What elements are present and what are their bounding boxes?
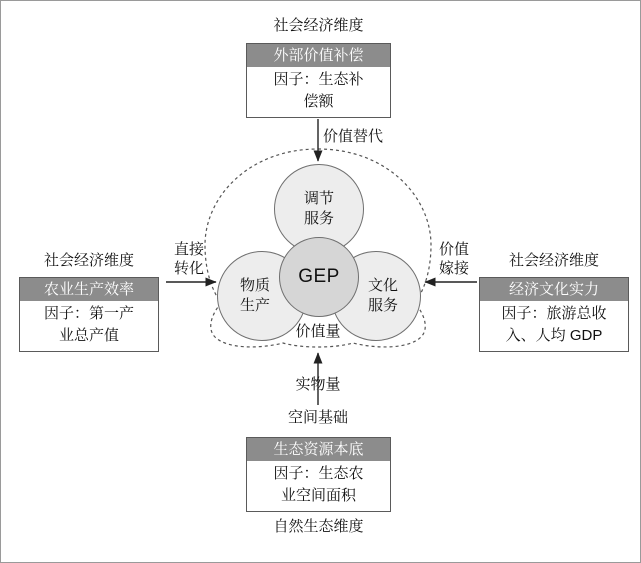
panel-bottom-header: 生态资源本底 [247, 438, 390, 461]
circle-right-line1: 文化 [367, 277, 398, 294]
panel-right-body-line2: 入、人均 GDP [505, 327, 603, 344]
edge-label-direct-conversion-line2: 转化 [173, 260, 204, 277]
edge-label-value-grafting [429, 240, 479, 278]
panel-top-body [247, 67, 390, 117]
panel-top-body-line1: 因子：生态补 [273, 71, 364, 88]
edge-label-value-substitution-text: 价值替代 [323, 128, 384, 145]
panel-left-body [20, 301, 158, 351]
label-value-amount-text: 价值量 [295, 323, 341, 340]
left-dimension-label [19, 250, 159, 271]
panel-left-body-line2: 业总产值 [58, 327, 119, 344]
panel-right-header: 经济文化实力 [480, 278, 628, 301]
edge-label-value-substitution [323, 127, 433, 146]
bottom-dimension-text: 自然生态维度 [273, 518, 364, 535]
top-dimension-label [206, 15, 431, 36]
panel-bottom-body-line1: 因子：生态农 [273, 465, 364, 482]
circle-regulating-service-label [304, 189, 334, 229]
panel-ecological-resource-base [246, 437, 391, 512]
circle-material-production-label [240, 276, 270, 316]
right-dimension-label [479, 250, 629, 271]
panel-external-value-compensation [246, 43, 391, 118]
circle-right-line2: 服务 [367, 297, 398, 314]
bottom-dimension-label [246, 516, 391, 537]
edge-label-direct-conversion [164, 240, 214, 278]
panel-right-body [480, 301, 628, 351]
circle-left-line2: 生产 [239, 297, 270, 314]
edge-label-direct-conversion-line1: 直接 [173, 241, 204, 258]
right-dimension-text: 社会经济维度 [508, 252, 599, 269]
panel-top-body-line2: 偿额 [303, 93, 334, 110]
label-physical-amount [268, 374, 368, 395]
label-spatial-base-text: 空间基础 [287, 409, 348, 426]
label-physical-amount-text: 实物量 [295, 376, 341, 393]
circle-gep-center [279, 237, 359, 317]
top-dimension-text: 社会经济维度 [273, 17, 364, 34]
left-dimension-text: 社会经济维度 [43, 252, 134, 269]
panel-agricultural-efficiency [19, 277, 159, 352]
edge-label-value-grafting-line1: 价值 [438, 241, 469, 258]
edge-label-value-grafting-line2: 嫁接 [438, 260, 469, 277]
label-value-amount [268, 321, 368, 342]
panel-top-header: 外部价值补偿 [247, 44, 390, 67]
panel-bottom-body-line2: 业空间面积 [280, 487, 356, 504]
panel-bottom-body [247, 461, 390, 511]
panel-right-body-line1: 因子：旅游总收 [501, 305, 607, 322]
panel-economic-cultural-strength [479, 277, 629, 352]
panel-left-header: 农业生产效率 [20, 278, 158, 301]
circle-top-line1: 调节 [303, 190, 334, 207]
circle-cultural-service-label [368, 276, 398, 316]
label-spatial-base [253, 407, 383, 428]
panel-left-body-line1: 因子：第一产 [43, 305, 134, 322]
circle-left-line1: 物质 [239, 277, 270, 294]
gep-label: GEP [298, 266, 340, 287]
circle-top-line2: 服务 [303, 210, 334, 227]
